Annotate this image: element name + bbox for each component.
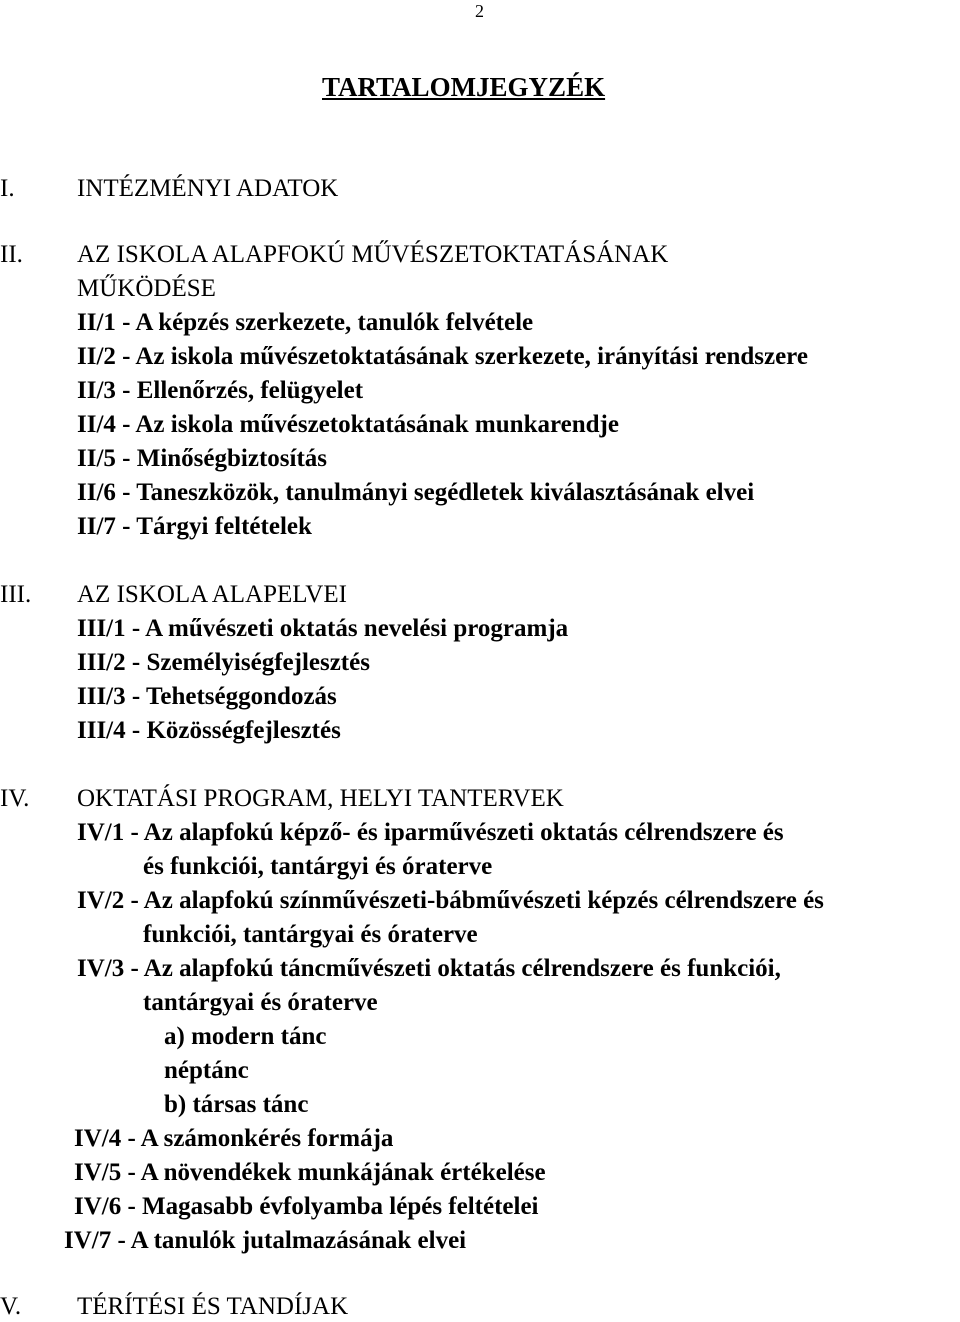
toc-item-iv-3-line2: tantárgyai és óraterve xyxy=(143,989,378,1016)
toc-item-iv-6: IV/6 - Magasabb évfolyamba lépés feltételei xyxy=(74,1193,539,1220)
section-numeral-v: V. xyxy=(0,1293,22,1320)
toc-item-iv-1-line1: IV/1 - Az alapfokú képző- és iparművészeti oktatás célrendszere és xyxy=(77,819,784,846)
toc-item-iv-5: IV/5 - A növendékek munkájának értékelése xyxy=(74,1159,546,1186)
page-title: TARTALOMJEGYZÉK xyxy=(322,72,606,102)
section-numeral-i: I. xyxy=(0,175,15,202)
toc-subitem-tarsas-tanc: b) társas tánc xyxy=(164,1091,309,1118)
toc-item-iv-3-line1: IV/3 - Az alapfokú táncművészeti oktatás célrendszere és funkciói, xyxy=(77,955,781,982)
section-heading-iii: AZ ISKOLA ALAPELVEI xyxy=(77,581,347,608)
toc-item-iv-1-line2: és funkciói, tantárgyi és óraterve xyxy=(143,853,493,880)
section-numeral-iii: III. xyxy=(0,581,32,608)
toc-item-iv-7: IV/7 - A tanulók jutalmazásának elvei xyxy=(64,1227,467,1254)
toc-item-ii-7: II/7 - Tárgyi feltételek xyxy=(77,513,312,540)
toc-item-iii-2: III/2 - Személyiségfejlesztés xyxy=(77,649,370,676)
toc-item-iii-4: III/4 - Közösségfejlesztés xyxy=(77,717,341,744)
section-numeral-ii: II. xyxy=(0,241,23,268)
toc-item-ii-1: II/1 - A képzés szerkezete, tanulók felvétele xyxy=(77,309,534,336)
toc-item-iii-1: III/1 - A művészeti oktatás nevelési programja xyxy=(77,615,569,642)
toc-item-ii-6: II/6 - Taneszközök, tanulmányi segédletek kiválasztásának elvei xyxy=(77,479,755,506)
toc-item-iv-2-line1: IV/2 - Az alapfokú színművészeti-bábművészeti képzés célrendszere és xyxy=(77,887,824,914)
section-heading-iv: OKTATÁSI PROGRAM, HELYI TANTERVEK xyxy=(77,785,564,812)
toc-item-ii-4: II/4 - Az iskola művészetoktatásának munkarendje xyxy=(77,411,619,438)
section-numeral-iv: IV. xyxy=(0,785,30,812)
toc-item-ii-3: II/3 - Ellenőrzés, felügyelet xyxy=(77,377,364,404)
toc-subitem-modern-tanc: a) modern tánc xyxy=(164,1023,327,1050)
toc-item-ii-2: II/2 - Az iskola művészetoktatásának szerkezete, irányítási rendszere xyxy=(77,343,808,370)
toc-item-iii-3: III/3 - Tehetséggondozás xyxy=(77,683,337,710)
page-number: 2 xyxy=(475,1,484,21)
section-heading-ii-line2: MŰKÖDÉSE xyxy=(77,275,216,302)
toc-subitem-neptanc: néptánc xyxy=(164,1057,249,1084)
toc-item-iv-2-line2: funkciói, tantárgyai és óraterve xyxy=(143,921,478,948)
section-heading-ii-line1: AZ ISKOLA ALAPFOKÚ MŰVÉSZETOKTATÁSÁNAK xyxy=(77,241,669,268)
toc-item-iv-4: IV/4 - A számonkérés formája xyxy=(74,1125,394,1152)
section-heading-i: INTÉZMÉNYI ADATOK xyxy=(77,175,339,202)
section-heading-v: TÉRÍTÉSI ÉS TANDÍJAK xyxy=(77,1293,349,1320)
toc-item-ii-5: II/5 - Minőségbiztosítás xyxy=(77,445,327,472)
